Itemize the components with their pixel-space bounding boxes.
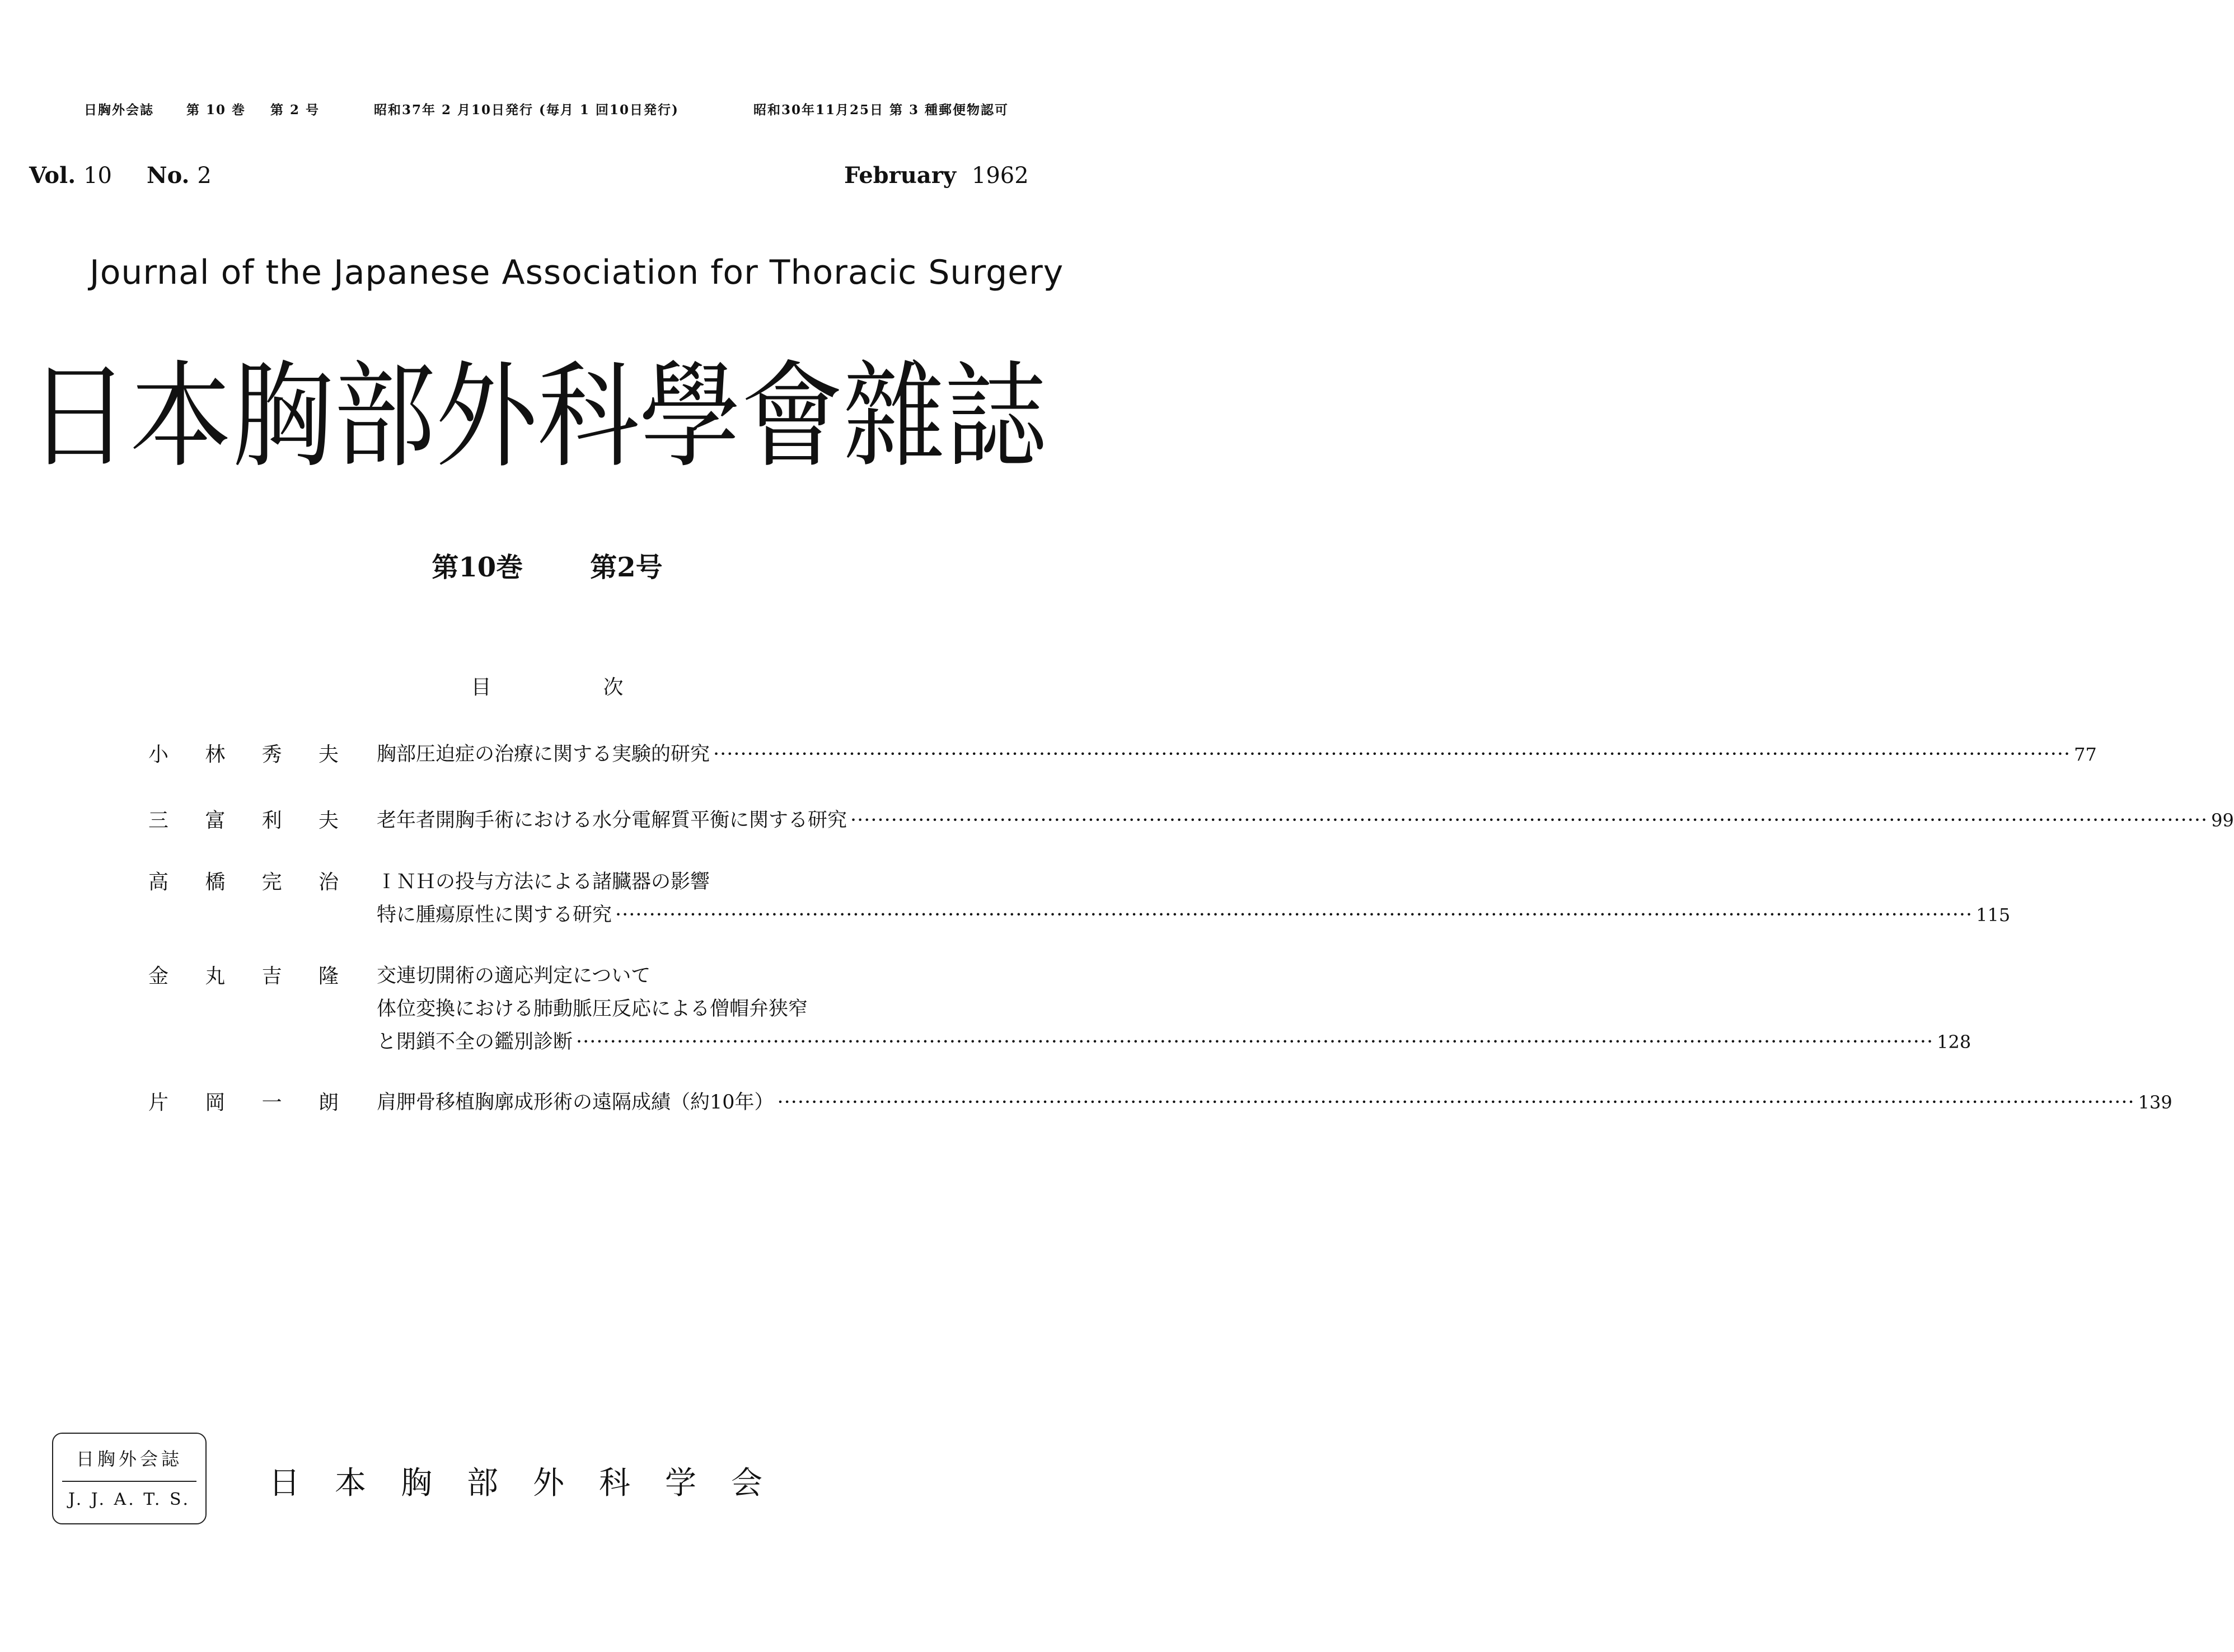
header-journal-abbr: 日胸外会誌 — [84, 102, 154, 118]
toc-author-char: 夫 — [318, 809, 339, 832]
toc-author-char: 橋 — [205, 871, 226, 894]
toc-title-line — [377, 1087, 2172, 1120]
toc-leader-dots: ········································································································································································································ — [615, 904, 1973, 926]
toc-title-text: 肩胛骨移植胸廓成形術の遠隔成績（約10年） — [377, 1091, 774, 1114]
stamp-journal-abbr: 日胸外会誌 — [76, 1448, 182, 1470]
toc-title-line — [377, 739, 2097, 772]
toc-title-text: ＩＮＨの投与方法による諸臓器の影響 — [377, 871, 710, 893]
toc-page-number: 77 — [2074, 744, 2097, 765]
toc-title-line — [377, 960, 1065, 993]
toc-page-number: 128 — [1937, 1031, 1971, 1053]
toc-leader-dots: ········································································································································································································ — [850, 809, 2208, 832]
no-label: No. — [147, 162, 190, 189]
toc-author — [148, 739, 339, 767]
toc-title-line — [377, 805, 2234, 838]
issue-month: February — [844, 162, 957, 189]
header-volume: 第 10 巻 — [186, 102, 246, 118]
toc-title-line — [377, 1026, 1971, 1059]
toc-title-line — [377, 993, 1065, 1026]
toc-author — [148, 1087, 339, 1115]
toc-author-char: 朗 — [318, 1091, 339, 1114]
toc-title-text: 体位変換における肺動脈圧反応による僧帽弁狭窄 — [377, 998, 808, 1020]
toc-author-char: 高 — [148, 871, 169, 894]
toc-author-char: 小 — [148, 743, 169, 766]
stamp-divider — [62, 1481, 196, 1482]
toc-author-char: 利 — [261, 809, 282, 832]
toc-heading: 目次 — [471, 676, 736, 699]
issue-title-volume: 第10巻 — [432, 552, 523, 583]
header-publication-info: 昭和37年 2 月10日発行 (毎月 1 回10日発行) — [374, 102, 679, 118]
toc-page-number: 99 — [2211, 810, 2234, 831]
toc-author-char: 完 — [261, 871, 282, 894]
toc-title-text: 胸部圧迫症の治療に関する実験的研究 — [377, 743, 710, 766]
japanese-title — [28, 341, 1052, 484]
toc-author — [148, 960, 339, 989]
vol-number: 10 — [83, 163, 113, 189]
volume-number-line — [29, 162, 212, 189]
header-issue: 第 2 号 — [270, 102, 320, 118]
toc-leader-dots: ········································································································································································································ — [713, 743, 2071, 766]
no-number: 2 — [197, 163, 212, 189]
toc-page-number: 139 — [2138, 1092, 2172, 1113]
header-postal-registration: 昭和30年11月25日 第 3 種郵便物認可 — [753, 102, 1009, 118]
society-name: 日本胸部外科学会 — [269, 1465, 797, 1501]
vol-label: Vol. — [29, 162, 76, 189]
toc-author-char: 丸 — [205, 965, 226, 988]
issue-date — [844, 162, 1029, 189]
stamp-roman-abbr: J. J. A. T. S. — [68, 1490, 190, 1509]
toc-page-number: 115 — [1976, 904, 2011, 926]
toc-author-char: 一 — [261, 1091, 282, 1114]
toc-title-text: 交連切開術の適応判定について — [377, 965, 651, 987]
toc-title-text: 特に腫瘍原性に関する研究 — [377, 904, 612, 926]
toc-author-char: 三 — [148, 809, 169, 832]
toc-author-char: 富 — [205, 809, 226, 832]
issue-title-issue: 第2号 — [590, 552, 663, 583]
toc-author-char: 片 — [148, 1091, 169, 1114]
toc-author-char: 治 — [318, 871, 339, 894]
toc-author-char: 林 — [205, 743, 226, 766]
toc-author-char: 吉 — [261, 965, 282, 988]
toc-leader-dots: ········································································································································································································ — [576, 1031, 1934, 1053]
toc-author — [148, 805, 339, 833]
toc-author-char: 秀 — [261, 743, 282, 766]
toc-author-char: 金 — [148, 965, 169, 988]
toc-leader-dots: ········································································································································································································ — [777, 1091, 2135, 1114]
toc-author-char: 隆 — [318, 965, 339, 988]
toc-title-line — [377, 899, 2011, 932]
toc-author-char: 岡 — [205, 1091, 226, 1114]
japanese-title-text: 日本胸部外科學會雜誌 — [28, 350, 1050, 484]
english-title: Journal of the Japanese Association for Thoracic Surgery — [90, 253, 1064, 292]
toc-title-line — [377, 866, 1065, 899]
toc-author — [148, 866, 339, 895]
toc-author-char: 夫 — [318, 743, 339, 766]
journal-stamp — [52, 1433, 207, 1524]
toc-title-text: と閉鎖不全の鑑別診断 — [377, 1031, 573, 1053]
toc-title-text: 老年者開胸手術における水分電解質平衡に関する研究 — [377, 809, 847, 832]
issue-title — [0, 546, 1094, 584]
issue-year: 1962 — [971, 163, 1029, 189]
